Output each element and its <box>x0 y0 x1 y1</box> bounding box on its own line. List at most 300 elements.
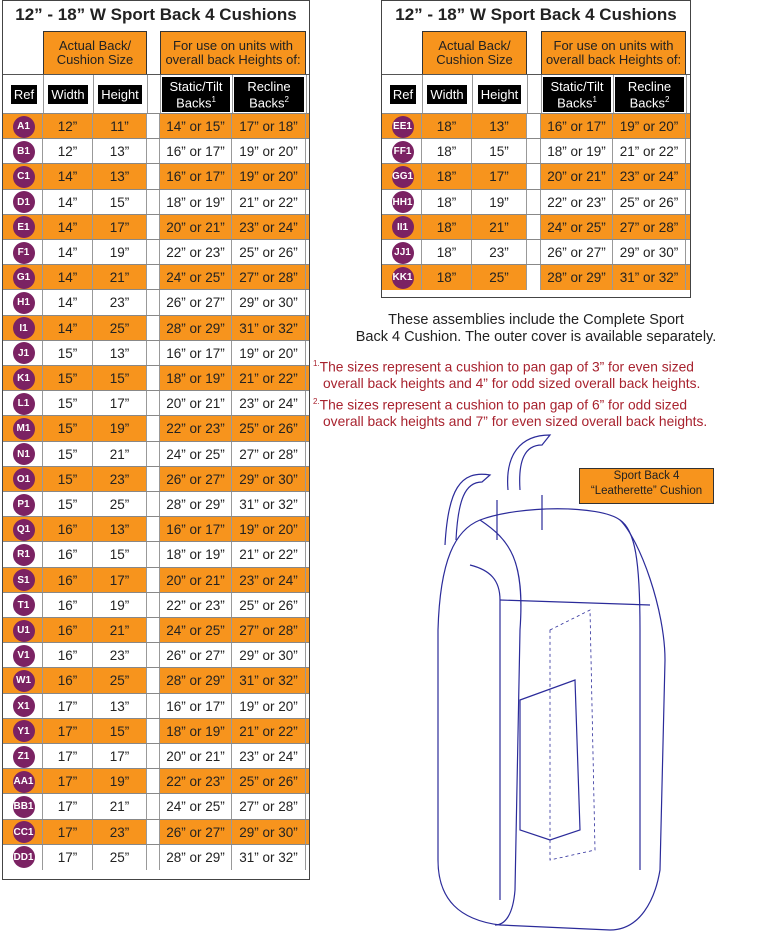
ref-badge: Y1 <box>13 720 35 742</box>
cell-gap <box>527 215 541 240</box>
cell-gap <box>147 769 160 794</box>
header-group-actual-size: Actual Back/ Cushion Size <box>422 31 527 75</box>
cell-gap <box>147 467 160 492</box>
cell-gap <box>527 139 541 164</box>
table-row <box>3 189 309 215</box>
cell-recline: 27” or 28” <box>232 618 306 643</box>
column-header-row <box>3 74 309 114</box>
cell-gap <box>147 744 160 769</box>
table-row <box>3 113 309 139</box>
cell-ref <box>5 719 43 744</box>
cell-recline: 25” or 26” <box>232 240 306 265</box>
cell-height: 19” <box>93 769 147 794</box>
cell-static: 24” or 25” <box>160 618 232 643</box>
table-row <box>3 718 309 744</box>
cell-static: 26” or 27” <box>160 643 232 668</box>
ref-badge: FF1 <box>392 141 414 163</box>
cell-height: 13” <box>93 164 147 189</box>
cell-recline: 29” or 30” <box>232 643 306 668</box>
header-text: Height <box>480 87 519 102</box>
cell-width: 18” <box>422 139 472 164</box>
cell-static: 26” or 27” <box>541 240 613 265</box>
table-title: 12” - 18” W Sport Back 4 Cushions <box>15 5 297 24</box>
cell-static: 26” or 27” <box>160 290 232 315</box>
cell-width: 14” <box>43 190 93 215</box>
cell-recline: 31” or 32” <box>232 492 306 517</box>
ref-badge: T1 <box>13 594 35 616</box>
cell-static: 20” or 21” <box>160 568 232 593</box>
cell-static: 20” or 21” <box>541 164 613 189</box>
header-text: Width <box>51 87 85 102</box>
table-row <box>3 163 309 189</box>
header-text: Recline Backs <box>627 78 672 111</box>
callout-line: “Leatherette” Cushion <box>590 485 703 497</box>
table-row <box>3 415 309 441</box>
footnote-marker: 1. <box>313 359 320 368</box>
ref-badge: BB1 <box>13 796 35 818</box>
cell-width: 15” <box>43 391 93 416</box>
cell-ref <box>5 517 43 542</box>
strap-left <box>445 474 490 545</box>
column-header <box>613 75 687 114</box>
cell-width: 16” <box>43 593 93 618</box>
footnote-marker: 1 <box>211 94 216 104</box>
column-header-height <box>98 85 142 104</box>
table-row <box>3 693 309 719</box>
cell-ref <box>384 139 422 164</box>
cell-gap <box>147 164 160 189</box>
cell-height: 19” <box>93 593 147 618</box>
ref-badge: U1 <box>13 620 35 642</box>
cell-width: 15” <box>43 492 93 517</box>
cell-width: 16” <box>43 668 93 693</box>
cell-ref <box>5 341 43 366</box>
cell-recline: 27” or 28” <box>232 265 306 290</box>
table-row <box>3 793 309 819</box>
cell-recline: 19” or 20” <box>232 139 306 164</box>
cell-gap <box>527 114 541 139</box>
cell-ref <box>5 845 43 870</box>
column-header-width <box>427 85 466 104</box>
table-row <box>3 844 309 870</box>
header-text: Recline Backs <box>247 78 291 111</box>
cell-height: 13” <box>93 694 147 719</box>
cell-gap <box>147 190 160 215</box>
column-header-ref <box>11 85 37 104</box>
cell-recline: 19” or 20” <box>232 694 306 719</box>
right-size-table <box>381 0 691 298</box>
header-group-actual-size: Actual Back/ Cushion Size <box>43 31 147 75</box>
cell-recline: 31” or 32” <box>232 845 306 870</box>
table-row <box>382 214 690 240</box>
ref-badge: AA1 <box>13 771 35 793</box>
cell-static: 22” or 23” <box>160 769 232 794</box>
cell-static: 16” or 17” <box>160 341 232 366</box>
cell-gap <box>147 719 160 744</box>
cell-height: 25” <box>93 316 147 341</box>
cell-recline: 27” or 28” <box>613 215 686 240</box>
column-header <box>422 75 473 114</box>
cell-width: 16” <box>43 618 93 643</box>
footnote-text: overall back heights and 4” for odd sized overall back heights. <box>323 375 701 391</box>
cell-ref <box>5 215 43 240</box>
cell-ref <box>5 190 43 215</box>
cell-ref <box>5 164 43 189</box>
cell-width: 16” <box>43 542 93 567</box>
cell-ref <box>5 316 43 341</box>
ref-badge: J1 <box>13 342 35 364</box>
cell-height: 17” <box>93 391 147 416</box>
header-text: Height <box>101 87 139 102</box>
ref-badge: D1 <box>13 191 35 213</box>
cell-recline: 21” or 22” <box>232 366 306 391</box>
table-row <box>3 289 309 315</box>
cell-ref <box>384 215 422 240</box>
cell-height: 21” <box>93 442 147 467</box>
cell-gap <box>147 391 160 416</box>
cell-ref <box>5 568 43 593</box>
cell-gap <box>147 341 160 366</box>
cell-ref <box>5 114 43 139</box>
cell-height: 17” <box>472 164 527 189</box>
cell-recline: 29” or 30” <box>232 290 306 315</box>
cell-height: 13” <box>93 341 147 366</box>
cell-height: 25” <box>93 845 147 870</box>
cell-static: 22” or 23” <box>160 240 232 265</box>
ref-badge: P1 <box>13 494 35 516</box>
ref-badge: E1 <box>13 216 35 238</box>
cell-height: 21” <box>93 618 147 643</box>
cell-height: 13” <box>93 139 147 164</box>
cell-gap <box>527 265 541 290</box>
cell-gap <box>147 593 160 618</box>
footnote-text: The sizes represent a cushion to pan gap of 6” for odd sized <box>319 397 688 413</box>
cell-width: 14” <box>43 215 93 240</box>
cell-ref <box>384 164 422 189</box>
cell-ref <box>5 467 43 492</box>
cell-height: 17” <box>93 568 147 593</box>
ref-badge: HH1 <box>392 191 414 213</box>
table-row <box>382 138 690 164</box>
callout-line: Sport Back 4 <box>613 470 680 482</box>
column-header-ref <box>390 85 416 104</box>
ref-badge: R1 <box>13 544 35 566</box>
cell-gap <box>147 366 160 391</box>
cell-static: 22” or 23” <box>160 416 232 441</box>
cell-height: 23” <box>93 467 147 492</box>
cell-static: 20” or 21” <box>160 215 232 240</box>
cell-static: 24” or 25” <box>541 215 613 240</box>
cell-width: 18” <box>422 215 472 240</box>
column-header <box>43 75 94 114</box>
table-row <box>3 642 309 668</box>
header-text: Static/Tilt Backs <box>169 78 223 111</box>
table-row <box>382 163 690 189</box>
cell-static: 16” or 17” <box>541 114 613 139</box>
cell-recline: 19” or 20” <box>232 164 306 189</box>
cell-recline: 25” or 26” <box>232 416 306 441</box>
ref-badge: EE1 <box>392 116 414 138</box>
cell-height: 13” <box>93 517 147 542</box>
cell-height: 15” <box>93 719 147 744</box>
cell-height: 25” <box>93 668 147 693</box>
table-row <box>3 390 309 416</box>
cell-width: 12” <box>43 139 93 164</box>
ref-badge: K1 <box>13 368 35 390</box>
cell-width: 17” <box>43 744 93 769</box>
column-header <box>160 75 233 114</box>
footnote-marker: 1 <box>592 94 597 104</box>
cell-gap <box>147 668 160 693</box>
cell-static: 20” or 21” <box>160 391 232 416</box>
ref-badge: DD1 <box>13 846 35 868</box>
cell-recline: 31” or 32” <box>232 668 306 693</box>
cell-recline: 23” or 24” <box>232 215 306 240</box>
column-header-height <box>478 85 522 104</box>
table-row <box>3 819 309 845</box>
ref-badge: H1 <box>13 292 35 314</box>
header-group-overall-height: For use on units with overall back Heights of: <box>160 31 306 75</box>
cell-height: 19” <box>93 240 147 265</box>
footnote-1 <box>313 356 700 392</box>
cell-ref <box>5 240 43 265</box>
ref-badge: V1 <box>13 645 35 667</box>
cell-ref <box>5 290 43 315</box>
cell-height: 15” <box>93 542 147 567</box>
cell-width: 16” <box>43 517 93 542</box>
cell-recline: 19” or 20” <box>232 517 306 542</box>
ref-badge: CC1 <box>13 821 35 843</box>
cell-ref <box>5 643 43 668</box>
cell-recline: 17” or 18” <box>232 114 306 139</box>
cell-ref <box>5 542 43 567</box>
cell-width: 14” <box>43 316 93 341</box>
cell-width: 17” <box>43 845 93 870</box>
cell-width: 15” <box>43 467 93 492</box>
cell-static: 16” or 17” <box>160 139 232 164</box>
cell-width: 18” <box>422 240 472 265</box>
cell-gap <box>147 643 160 668</box>
cell-gap <box>147 316 160 341</box>
table-row <box>3 138 309 164</box>
cell-width: 14” <box>43 290 93 315</box>
cell-gap <box>527 164 541 189</box>
cell-static: 18” or 19” <box>160 719 232 744</box>
table-row <box>382 189 690 215</box>
table-row <box>3 516 309 542</box>
cell-ref <box>5 618 43 643</box>
cell-recline: 25” or 26” <box>613 190 686 215</box>
cell-static: 22” or 23” <box>160 593 232 618</box>
cell-width: 15” <box>43 341 93 366</box>
cell-height: 25” <box>93 492 147 517</box>
cell-width: 14” <box>43 265 93 290</box>
cell-height: 21” <box>93 794 147 819</box>
cell-gap <box>147 240 160 265</box>
cell-recline: 23” or 24” <box>232 744 306 769</box>
cell-gap <box>527 190 541 215</box>
cell-recline: 27” or 28” <box>232 442 306 467</box>
ref-badge: A1 <box>13 116 35 138</box>
table-row <box>3 340 309 366</box>
cell-recline: 23” or 24” <box>232 568 306 593</box>
cell-recline: 19” or 20” <box>613 114 686 139</box>
cell-ref <box>5 366 43 391</box>
ref-badge: II1 <box>392 216 414 238</box>
ref-badge: O1 <box>13 468 35 490</box>
cell-ref <box>5 744 43 769</box>
cell-ref <box>5 492 43 517</box>
cell-width: 18” <box>422 114 472 139</box>
ref-badge: M1 <box>13 418 35 440</box>
table-row <box>382 113 690 139</box>
cell-static: 28” or 29” <box>160 845 232 870</box>
cell-gap <box>147 215 160 240</box>
cell-gap <box>147 492 160 517</box>
cell-ref <box>5 769 43 794</box>
table-row <box>3 617 309 643</box>
cell-recline: 21” or 22” <box>613 139 686 164</box>
cell-gap <box>147 139 160 164</box>
cell-height: 19” <box>472 190 527 215</box>
cell-width: 12” <box>43 114 93 139</box>
cell-static: 28” or 29” <box>160 316 232 341</box>
cell-ref <box>384 240 422 265</box>
cell-height: 21” <box>472 215 527 240</box>
cell-recline: 21” or 22” <box>232 190 306 215</box>
cell-width: 17” <box>43 820 93 845</box>
cell-recline: 21” or 22” <box>232 719 306 744</box>
cell-recline: 29” or 30” <box>613 240 686 265</box>
table-row <box>3 567 309 593</box>
ref-badge: W1 <box>13 670 35 692</box>
cell-width: 18” <box>422 190 472 215</box>
cell-gap <box>147 568 160 593</box>
footnote-text: overall back heights and 7” for even sized overall back heights. <box>323 413 708 429</box>
cell-gap <box>147 542 160 567</box>
assembly-note <box>310 312 762 346</box>
cell-width: 15” <box>43 366 93 391</box>
footnote-marker: 2 <box>284 94 289 104</box>
cell-static: 18” or 19” <box>160 542 232 567</box>
cell-width: 17” <box>43 719 93 744</box>
cell-recline: 25” or 26” <box>232 593 306 618</box>
cell-recline: 21” or 22” <box>232 542 306 567</box>
ref-badge: C1 <box>13 166 35 188</box>
header-text: Width <box>430 87 464 102</box>
header-text: Ref <box>392 87 414 102</box>
table-row <box>3 239 309 265</box>
cell-height: 25” <box>472 265 527 290</box>
table-row <box>3 592 309 618</box>
cell-gap <box>147 694 160 719</box>
cushion-callout <box>579 468 714 504</box>
cell-height: 23” <box>93 290 147 315</box>
cell-static: 24” or 25” <box>160 794 232 819</box>
cell-static: 16” or 17” <box>160 694 232 719</box>
cell-ref <box>5 668 43 693</box>
cell-static: 18” or 19” <box>160 190 232 215</box>
cell-gap <box>147 265 160 290</box>
cell-recline: 31” or 32” <box>613 265 686 290</box>
column-header-row <box>382 74 690 114</box>
cell-height: 15” <box>93 190 147 215</box>
table-row <box>3 491 309 517</box>
cell-recline: 27” or 28” <box>232 794 306 819</box>
cell-height: 23” <box>472 240 527 265</box>
cell-height: 23” <box>93 643 147 668</box>
cell-width: 15” <box>43 442 93 467</box>
ref-badge: F1 <box>13 242 35 264</box>
ref-badge: L1 <box>13 393 35 415</box>
cell-ref <box>5 794 43 819</box>
cell-width: 17” <box>43 694 93 719</box>
table-row <box>3 667 309 693</box>
cell-gap <box>147 794 160 819</box>
cell-ref <box>5 593 43 618</box>
ref-badge: B1 <box>13 141 35 163</box>
cell-static: 26” or 27” <box>160 820 232 845</box>
strap-right <box>508 435 550 490</box>
cell-ref <box>5 265 43 290</box>
cushion-outline <box>438 509 665 930</box>
cell-static: 20” or 21” <box>160 744 232 769</box>
column-header <box>147 75 161 114</box>
table-row <box>3 743 309 769</box>
cell-gap <box>147 618 160 643</box>
cell-width: 18” <box>422 164 472 189</box>
ref-badge: G1 <box>13 267 35 289</box>
cell-recline: 23” or 24” <box>613 164 686 189</box>
ref-badge: JJ1 <box>392 242 414 264</box>
cell-height: 17” <box>93 215 147 240</box>
cell-static: 22” or 23” <box>541 190 613 215</box>
cell-height: 17” <box>93 744 147 769</box>
cell-width: 14” <box>43 240 93 265</box>
column-header <box>472 75 528 114</box>
column-header-width <box>48 85 87 104</box>
column-header <box>93 75 148 114</box>
column-header <box>541 75 614 114</box>
cell-width: 18” <box>422 265 472 290</box>
cell-ref <box>384 265 422 290</box>
ref-badge: KK1 <box>392 267 414 289</box>
cell-recline: 29” or 30” <box>232 467 306 492</box>
table-row <box>3 264 309 290</box>
header-group-overall-height: For use on units with overall back Heights of: <box>541 31 686 75</box>
cushion-drawing <box>420 430 720 931</box>
column-header <box>384 75 423 114</box>
cell-static: 16” or 17” <box>160 517 232 542</box>
column-header <box>527 75 542 114</box>
column-header <box>5 75 44 114</box>
cell-ref <box>5 391 43 416</box>
table-row <box>3 466 309 492</box>
table-row <box>3 768 309 794</box>
note-line: Back 4 Cushion. The outer cover is available separately. <box>355 329 717 345</box>
ref-badge: Q1 <box>13 519 35 541</box>
table-row <box>3 365 309 391</box>
cell-static: 28” or 29” <box>541 265 613 290</box>
ref-badge: GG1 <box>392 166 414 188</box>
cell-ref <box>5 139 43 164</box>
cell-recline: 19” or 20” <box>232 341 306 366</box>
cell-height: 19” <box>93 416 147 441</box>
column-header-recline <box>234 77 304 112</box>
table-row <box>3 541 309 567</box>
cell-static: 24” or 25” <box>160 442 232 467</box>
cell-static: 28” or 29” <box>160 492 232 517</box>
